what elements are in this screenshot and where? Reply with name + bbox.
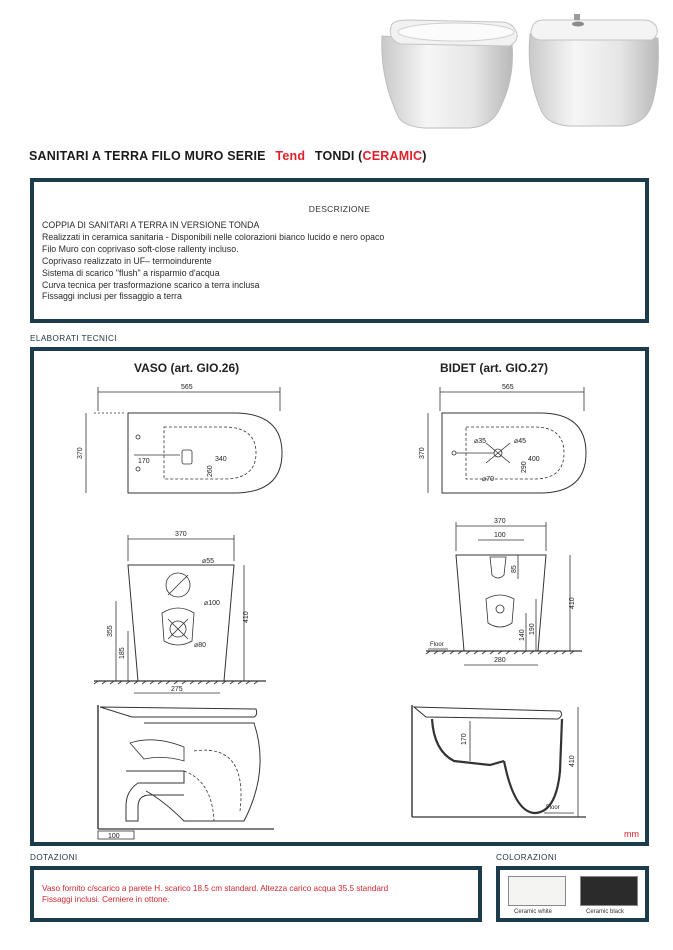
technical-label: ELABORATI TECNICI bbox=[30, 334, 118, 343]
title-close: ) bbox=[422, 149, 427, 163]
bidet-front-view bbox=[426, 522, 582, 665]
product-photo bbox=[360, 8, 660, 138]
bidet-side-floor-label: Floor bbox=[546, 805, 560, 811]
vaso-side-section bbox=[98, 705, 274, 839]
bidet-photo bbox=[529, 14, 658, 126]
technical-drawings bbox=[34, 351, 645, 842]
dotazioni-text bbox=[42, 883, 388, 905]
unit-label: mm bbox=[624, 829, 639, 839]
description-line: Realizzati in ceramica sanitaria - Disponibili nelle colorazioni bianco lucido e nero opaco bbox=[42, 231, 385, 242]
colorazioni-label: COLORAZIONI bbox=[496, 853, 557, 862]
bidet-dim-410: 410 bbox=[569, 597, 576, 609]
description-heading: DESCRIZIONE bbox=[308, 204, 371, 214]
dotazioni-label: DOTAZIONI bbox=[30, 853, 78, 862]
bidet-dim-85: 85 bbox=[511, 565, 518, 573]
bidet-floor-label: Floor bbox=[430, 642, 444, 648]
dotazioni-line: Vaso fornito c/scarico a parete H. scarico 18.5 cm standard. Altezza carico acqua 35.5 standard bbox=[42, 884, 389, 893]
vaso-top-view bbox=[86, 387, 282, 493]
swatch-white bbox=[508, 876, 566, 906]
vaso-dim-55: ⌀55 bbox=[202, 558, 215, 565]
bidet-dim-400: 400 bbox=[528, 456, 540, 463]
swatch-black bbox=[580, 876, 638, 906]
description-line: Sistema di scarico "flush" a risparmio d'acqua bbox=[42, 267, 220, 278]
technical-drawings-box bbox=[30, 347, 649, 846]
description-line: Coprivaso realizzato in UF– termoindurente bbox=[42, 255, 212, 266]
dotazioni-box bbox=[30, 866, 482, 922]
description-lines bbox=[42, 220, 384, 303]
vaso-dim-100: ⌀100 bbox=[204, 600, 220, 607]
title-material: CERAMIC bbox=[362, 149, 423, 163]
description-line: Filo Muro con coprivaso soft-close rallenty incluso. bbox=[42, 243, 239, 254]
vaso-dim-565: 565 bbox=[181, 384, 193, 391]
description-box bbox=[30, 178, 649, 323]
description-line: COPPIA DI SANITARI A TERRA IN VERSIONE TONDA bbox=[42, 220, 260, 230]
vaso-front-view bbox=[94, 535, 266, 693]
bidet-title: BIDET (art. GIO.27) bbox=[440, 361, 549, 375]
title-series: Tend bbox=[275, 149, 306, 163]
bidet-dim-70: ⌀70 bbox=[482, 476, 495, 483]
bidet-dim-35: ⌀35 bbox=[474, 438, 487, 445]
vaso-dim-355: 355 bbox=[107, 625, 114, 637]
bidet-dim-45: ⌀45 bbox=[514, 438, 527, 445]
vaso-dim-100-bottom: 100 bbox=[108, 833, 120, 840]
bidet-top-view bbox=[428, 387, 586, 493]
title-main: SANITARI A TERRA FILO MURO SERIE bbox=[29, 149, 266, 163]
bidet-dim-140: 140 bbox=[519, 629, 526, 641]
vaso-dim-185: 185 bbox=[119, 647, 126, 659]
bidet-dim-190: 190 bbox=[529, 623, 536, 635]
bidet-dim-290: 290 bbox=[521, 461, 528, 473]
bidet-side-section bbox=[412, 705, 586, 817]
vaso-dim-275: 275 bbox=[171, 686, 183, 693]
description-line: Fissaggi inclusi per fissaggio a terra bbox=[42, 291, 182, 302]
swatch-black-label: Ceramic black bbox=[586, 909, 625, 915]
description-line: Curva tecnica per trasformazione scarico a terra inclusa bbox=[42, 279, 260, 290]
bidet-side-dim-410: 410 bbox=[569, 755, 576, 767]
bidet-side-dim-170: 170 bbox=[461, 733, 468, 745]
vaso-dim-340: 340 bbox=[215, 456, 227, 463]
vaso-dim-170: 170 bbox=[138, 458, 150, 465]
dotazioni-line: Fissaggi inclusi. Cerniere in ottone. bbox=[42, 895, 170, 904]
vaso-title: VASO (art. GIO.26) bbox=[134, 361, 240, 375]
bidet-dim-280: 280 bbox=[494, 657, 506, 664]
vaso-dim-80: ⌀80 bbox=[194, 642, 207, 649]
colorazioni-box bbox=[496, 866, 649, 922]
toilet-photo bbox=[382, 20, 517, 128]
bidet-dim-100: 100 bbox=[494, 532, 506, 539]
bidet-dim-front-370: 370 bbox=[494, 518, 506, 525]
vaso-dim-410: 410 bbox=[243, 611, 250, 623]
bidet-dim-370: 370 bbox=[419, 447, 426, 459]
title-shape: TONDI ( bbox=[314, 149, 363, 163]
bidet-dim-565: 565 bbox=[502, 384, 514, 391]
swatch-white-label: Ceramic white bbox=[514, 909, 553, 915]
vaso-dim-260: 260 bbox=[207, 465, 214, 477]
page-title bbox=[29, 149, 427, 163]
vaso-dim-370: 370 bbox=[77, 447, 84, 459]
vaso-dim-front-370: 370 bbox=[175, 531, 187, 538]
